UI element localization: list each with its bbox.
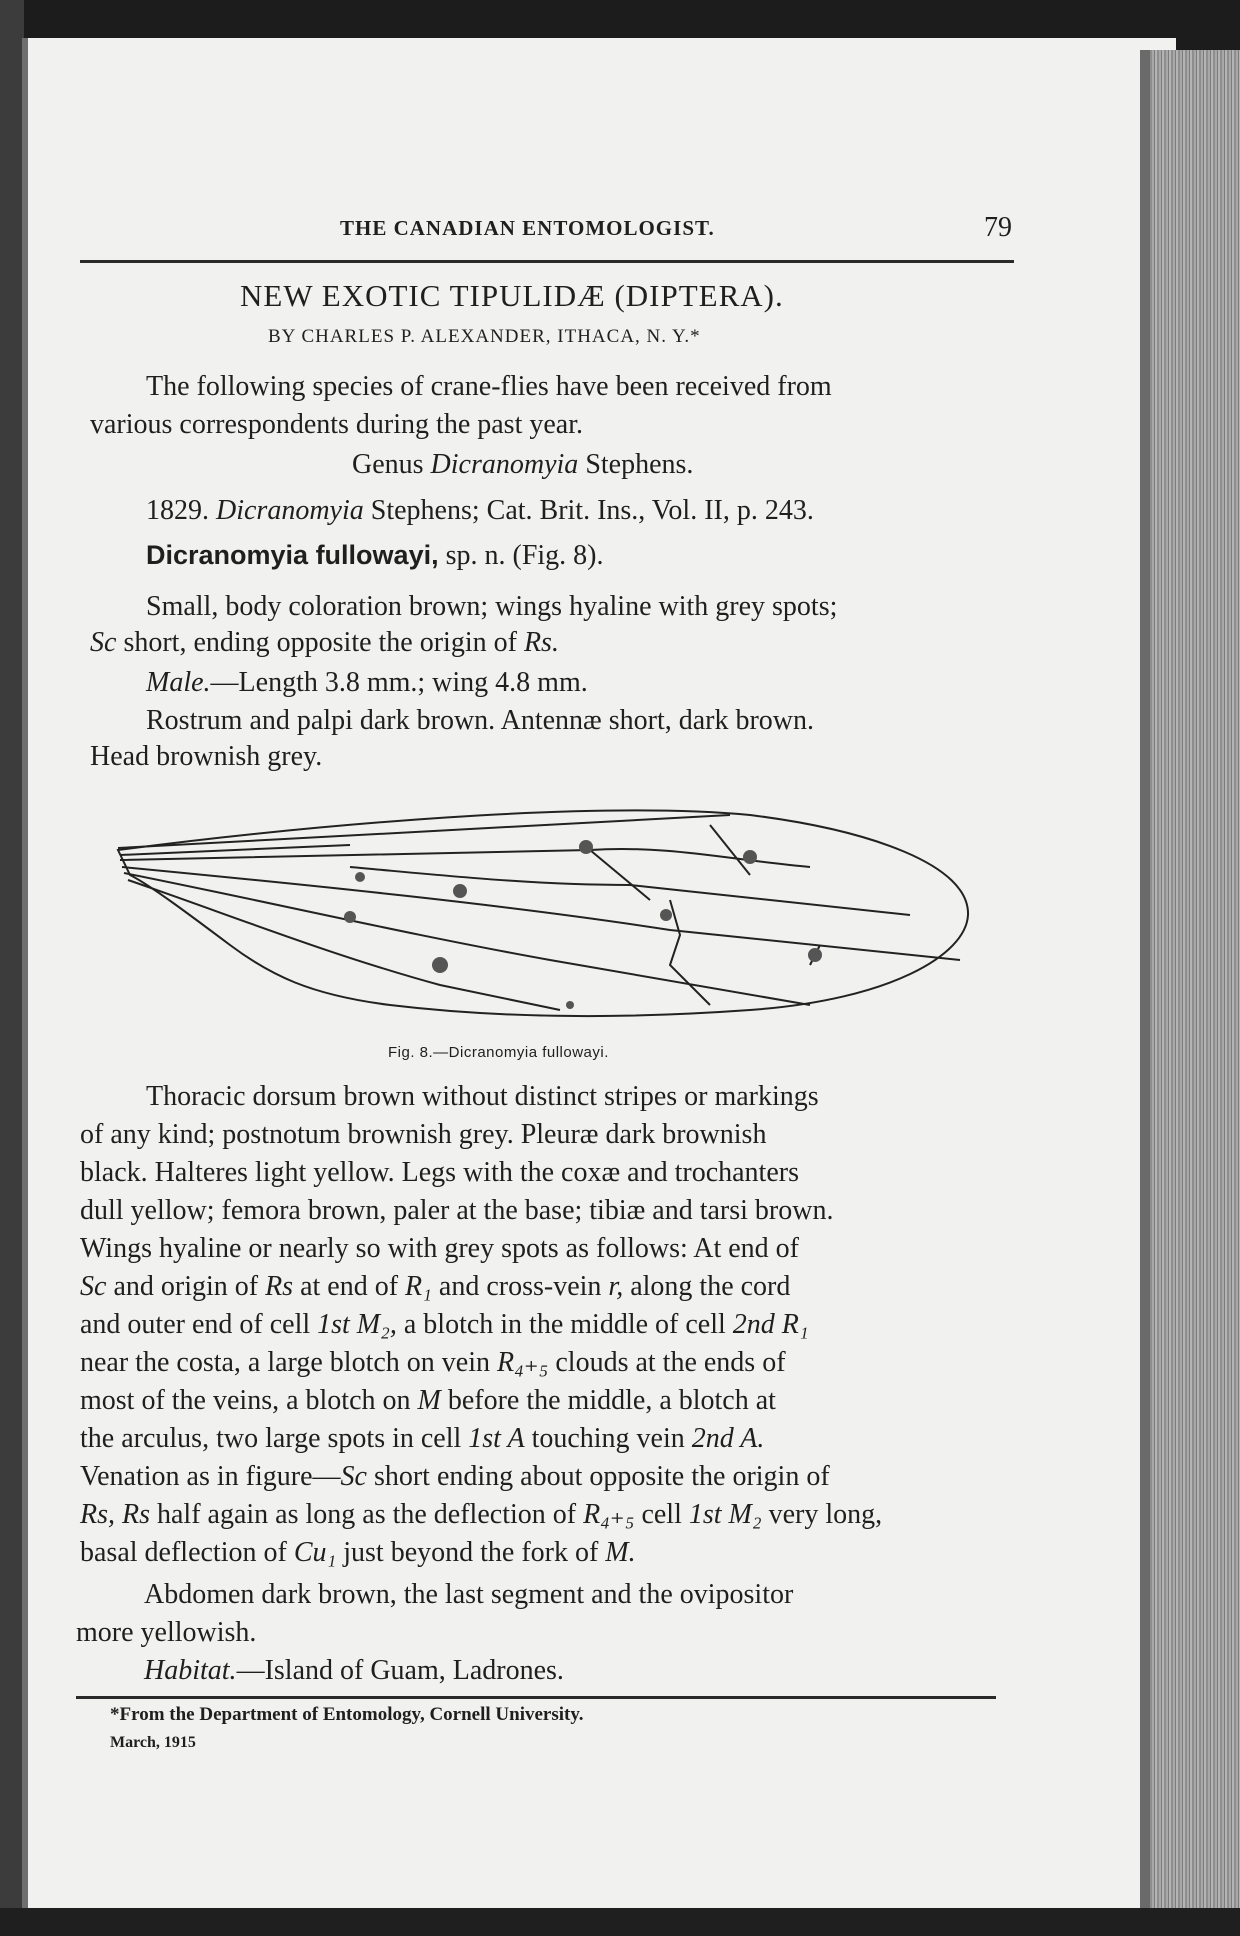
male-measurements: Male.—Length 3.8 mm.; wing 4.8 mm. (146, 667, 588, 698)
running-head: THE CANADIAN ENTOMOLOGIST. (340, 216, 715, 240)
article-title: NEW EXOTIC TIPULIDÆ (DIPTERA). (240, 278, 784, 313)
intro-line-1: The following species of crane-flies have been received from (146, 371, 832, 402)
thoracic-line-9: most of the veins, a blotch on M before the middle, a blotch at (80, 1385, 776, 1416)
thoracic-line-3: black. Halteres light yellow. Legs with the coxæ and trochanters (80, 1157, 799, 1188)
thoracic-line-10: the arculus, two large spots in cell 1st A touching vein 2nd A. (80, 1423, 765, 1454)
cord-vein (670, 900, 710, 1005)
thoracic-line-5: Wings hyaline or nearly so with grey spots as follows: At end of (80, 1233, 799, 1264)
issue-date: March, 1915 (110, 1734, 196, 1751)
abdomen-line-2: more yellowish. (76, 1617, 257, 1648)
thoracic-line-7: and outer end of cell 1st M₂, a blotch in the middle of cell 2nd R₁ (80, 1309, 809, 1340)
byline: BY CHARLES P. ALEXANDER, ITHACA, N. Y.* (268, 326, 701, 347)
thoracic-line-2: of any kind; postnotum brownish grey. Pleuræ dark brownish (80, 1119, 767, 1150)
rs-vein (350, 867, 910, 915)
header-rule (80, 260, 1014, 263)
thoracic-line-11: Venation as in figure—Sc short ending about opposite the origin of (80, 1461, 830, 1492)
m-vein (122, 867, 960, 960)
rostrum-line-2: Head brownish grey. (90, 741, 323, 772)
thoracic-line-6: Sc and origin of Rs at end of R₁ and cross-vein r, along the cord (80, 1271, 791, 1302)
intro-line-2: various correspondents during the past year. (90, 409, 583, 440)
book-page-edges (1150, 50, 1240, 1936)
wing-figure (110, 805, 980, 1025)
abdomen-line-1: Abdomen dark brown, the last segment and the ovipositor (144, 1579, 794, 1610)
thoracic-line-13: basal deflection of Cu₁ just beyond the fork of M. (80, 1537, 636, 1568)
anal-vein (128, 880, 560, 1010)
genus-citation: 1829. Dicranomyia Stephens; Cat. Brit. Ins., Vol. II, p. 243. (146, 495, 814, 526)
radius-vein (120, 849, 810, 867)
species-heading: Dicranomyia fullowayi, sp. n. (Fig. 8). (146, 540, 604, 571)
diagnosis-line-2: Sc short, ending opposite the origin of Rs. (90, 627, 559, 658)
thoracic-line-12: Rs, Rs half again as long as the deflection of R₄₊₅ cell 1st M₂ very long, (80, 1499, 883, 1530)
genus-heading: Genus Dicranomyia Stephens. (352, 449, 694, 480)
footnote-rule (76, 1696, 996, 1699)
cross-vein-1 (590, 850, 650, 900)
page-shadow-left (0, 0, 24, 1936)
thoracic-line-1: Thoracic dorsum brown without distinct stripes or markings (146, 1081, 819, 1112)
diagnosis-line-1: Small, body coloration brown; wings hyaline with grey spots; (146, 591, 838, 622)
figure-caption: Fig. 8.—Dicranomyia fullowayi. (388, 1044, 609, 1061)
page-number: 79 (984, 212, 1012, 243)
thoracic-line-8: near the costa, a large blotch on vein R₄₊₅ clouds at the ends of (80, 1347, 786, 1378)
footnote: *From the Department of Entomology, Cornell University. (110, 1704, 584, 1725)
wing-spots (344, 840, 822, 1009)
thoracic-line-4: dull yellow; femora brown, paler at the base; tibiæ and tarsi brown. (80, 1195, 834, 1226)
cross-vein-2 (710, 825, 750, 875)
habitat-line: Habitat.—Island of Guam, Ladrones. (144, 1655, 564, 1686)
page-shadow-bottom (0, 1908, 1240, 1936)
rostrum-line-1: Rostrum and palpi dark brown. Antennæ short, dark brown. (146, 705, 815, 736)
